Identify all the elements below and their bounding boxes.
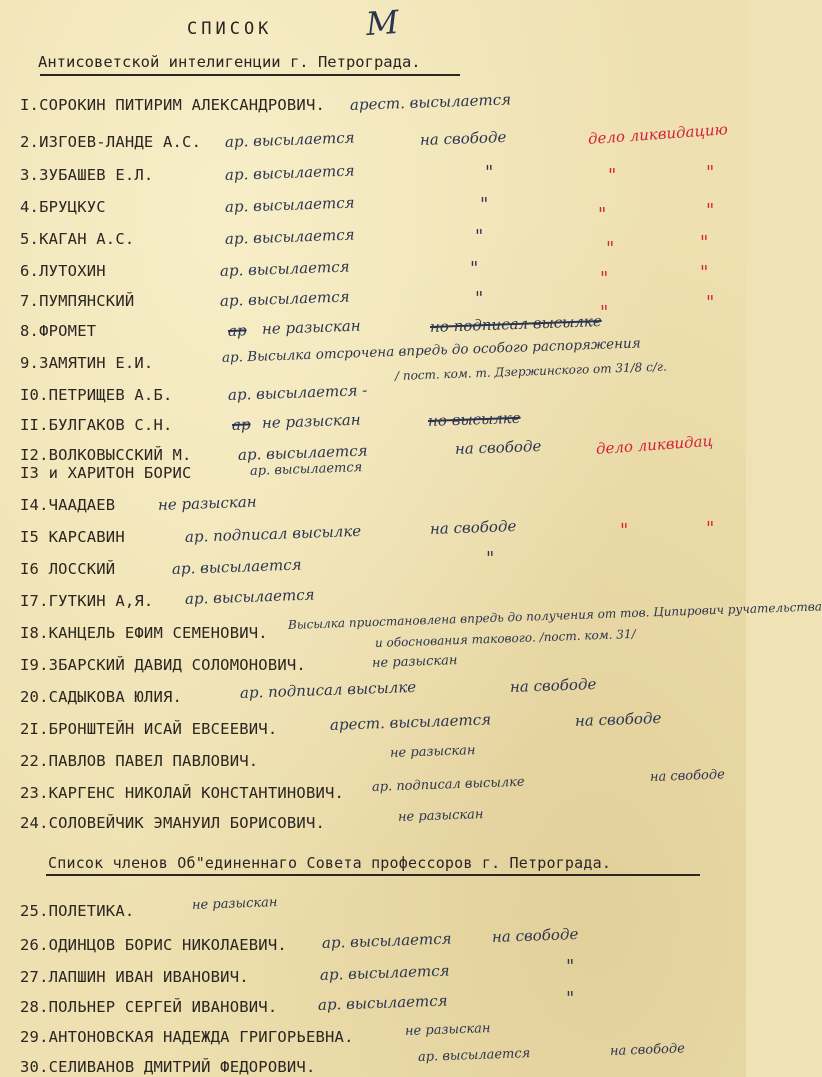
subtitle-underline (40, 74, 460, 76)
list-item-name: 6.ЛУТОХИН (20, 262, 106, 280)
list-item-name: 24.СОЛОВЕЙЧИК ЭМАНУИЛ БОРИСОВИЧ. (20, 814, 326, 832)
list-item-name: I.СОРОКИН ПИТИРИМ АЛЕКСАНДРОВИЧ. (20, 96, 326, 114)
handwritten-note: ар. высылается (224, 161, 355, 184)
list-item-name: 2.ИЗГОЕВ-ЛАНДЕ А.С. (20, 133, 202, 151)
list-item-name: 25.ПОЛЕТИКА. (20, 902, 135, 920)
handwritten-note: не разыскан (389, 743, 476, 761)
list-item-name: 30.СЕЛИВАНОВ ДМИТРИЙ ФЕДОРОВИЧ. (20, 1058, 316, 1076)
handwritten-note: ар. подписал высылке (184, 521, 362, 546)
struck-annotation: но подписал высылке (429, 312, 603, 336)
handwritten-note: не разыскан (371, 653, 458, 671)
handwritten-status: на свободе (491, 924, 579, 946)
handwritten-note: не разыскан (397, 807, 484, 825)
red-ditto-mark: " (706, 292, 715, 313)
red-ditto-mark: " (606, 238, 615, 259)
list-item-name: 23.КАРГЕНС НИКОЛАЙ КОНСТАНТИНОВИЧ. (20, 784, 345, 802)
red-ditto-mark: " (706, 518, 715, 539)
handwritten-note: ар. высылается (224, 193, 355, 216)
list-item-name: I8.КАНЦЕЛЬ ЕФИМ СЕМЕНОВИЧ. (20, 624, 268, 642)
list-item-name: 8.ФРОМЕТ (20, 322, 97, 340)
handwritten-note: ар. высылается (249, 460, 363, 479)
ditto-mark: " (475, 288, 484, 309)
red-ditto-mark: " (620, 520, 629, 541)
document-title: СПИСОК (187, 19, 273, 39)
red-ditto-mark: " (600, 302, 609, 323)
list-item-name: I2.ВОЛКОВЫССКИЙ М. (20, 446, 192, 464)
handwritten-note: ар. подписал высылке (371, 774, 525, 795)
red-ditto-mark: " (706, 200, 715, 221)
handwritten-note: ар. подписал высылке (239, 677, 417, 702)
handwritten-note: не разыскан (191, 895, 278, 913)
ditto-mark: " (475, 226, 484, 247)
handwritten-status: на свободе (609, 1041, 686, 1059)
handwritten-note: ар. высылается (321, 929, 452, 952)
ditto-mark: " (566, 956, 575, 977)
list-item-name: 2I.БРОНШТЕЙН ИСАЙ ЕВСЕЕВИЧ. (20, 720, 278, 738)
red-ditto-mark: " (706, 162, 715, 183)
corner-handwritten-mark: M (364, 2, 401, 44)
list-item-name: 7.ПУМПЯНСКИЙ (20, 292, 135, 310)
list-item-name: 29.АНТОНОВСКАЯ НАДЕЖДА ГРИГОРЬЕВНА. (20, 1028, 354, 1046)
handwritten-status: на свободе (649, 767, 726, 785)
handwritten-note-continued: и обоснования такового. /пост. ком. 31/ (374, 626, 636, 650)
handwritten-status: на свободе (454, 436, 542, 458)
handwritten-status: на свободе (509, 674, 597, 696)
list-item-name: 5.КАГАН А.С. (20, 230, 135, 248)
section-title-underline (46, 874, 700, 876)
list-item-name: 3.ЗУБАШЕВ Е.Л. (20, 166, 154, 184)
ditto-mark: " (486, 548, 495, 569)
handwritten-note: ар. высылается (319, 961, 450, 984)
handwritten-status: на свободе (419, 127, 507, 149)
red-ditto-mark: " (600, 268, 609, 289)
handwritten-note: ар. высылается (317, 991, 448, 1014)
handwritten-note: ар. Высылка отсрочена впредь до особого распоряжения (221, 335, 641, 366)
list-item-name: I6 ЛОССКИЙ (20, 560, 116, 578)
list-item-name: I0.ПЕТРИЩЕВ А.Б. (20, 386, 173, 404)
red-ditto-mark: " (598, 204, 607, 225)
struck-annotation: но высылке (427, 408, 521, 430)
list-item-name: 20.САДЫКОВА ЮЛИЯ. (20, 688, 183, 706)
handwritten-note: арест. высылается (329, 710, 492, 734)
handwritten-note: не разыскан (404, 1021, 491, 1039)
red-annotation: дело ликвидац (595, 431, 714, 458)
ditto-mark: " (566, 988, 575, 1009)
handwritten-note: ар. высылается - (227, 381, 368, 404)
handwritten-status: на свободе (574, 708, 662, 730)
handwritten-note: Высылка приостановлена впредь до получения от тов. Ципирович ручательства (287, 599, 822, 632)
list-item-name: I4.ЧААДАЕВ (20, 496, 116, 514)
list-item-name: I7.ГУТКИН А,Я. (20, 592, 154, 610)
handwritten-note: не разыскан (261, 410, 361, 432)
handwritten-note: ар. высылается (237, 441, 368, 464)
handwritten-status: на свободе (429, 516, 517, 538)
document-subtitle: Антисоветской интелигенции г. Петрограда. (38, 53, 421, 71)
ditto-mark: " (485, 162, 494, 183)
red-ditto-mark: " (608, 165, 617, 186)
red-annotation: дело ликвидацию (587, 120, 729, 148)
ditto-mark: " (470, 258, 479, 279)
handwritten-note: не разыскан (157, 492, 257, 514)
handwritten-note: ар. высылается (184, 585, 315, 608)
list-item-name: I3 и ХАРИТОН БОРИС (20, 464, 192, 482)
handwritten-note-continued: / пост. ком. т. Дзержинского от 31/8 с/г. (394, 359, 668, 383)
list-item-name: II.БУЛГАКОВ С.Н. (20, 416, 173, 434)
struck-annotation: ар (231, 415, 251, 434)
handwritten-note: ар. высылается (219, 257, 350, 280)
ditto-mark: " (480, 194, 489, 215)
handwritten-note: ар. высылается (171, 555, 302, 578)
list-item-name: 28.ПОЛЬНЕР СЕРГЕЙ ИВАНОВИЧ. (20, 998, 278, 1016)
handwritten-note: ар. высылается (224, 225, 355, 248)
handwritten-note: не разыскан (261, 316, 361, 338)
list-item-name: 9.ЗАМЯТИН Е.И. (20, 354, 154, 372)
handwritten-note: ар. высылается (224, 128, 355, 151)
list-item-name: 4.БРУЦКУС (20, 198, 106, 216)
handwritten-note: арест. высылается (349, 90, 512, 114)
list-item-name: I5 КАРСАВИН (20, 528, 125, 546)
list-item-name: I9.ЗБАРСКИЙ ДАВИД СОЛОМОНОВИЧ. (20, 656, 306, 674)
list-item-name: 26.ОДИНЦОВ БОРИС НИКОЛАЕВИЧ. (20, 936, 287, 954)
handwritten-note: ар. высылается (417, 1046, 531, 1065)
list-item-name: 22.ПАВЛОВ ПАВЕЛ ПАВЛОВИЧ. (20, 752, 259, 770)
red-ditto-mark: " (700, 262, 709, 283)
list-item-name: 27.ЛАПШИН ИВАН ИВАНОВИЧ. (20, 968, 249, 986)
section-title: Список членов Об"единеннаго Совета профессоров г. Петрограда. (48, 854, 612, 872)
red-ditto-mark: " (700, 232, 709, 253)
handwritten-note: ар. высылается (219, 287, 350, 310)
struck-annotation: ар (227, 321, 247, 340)
